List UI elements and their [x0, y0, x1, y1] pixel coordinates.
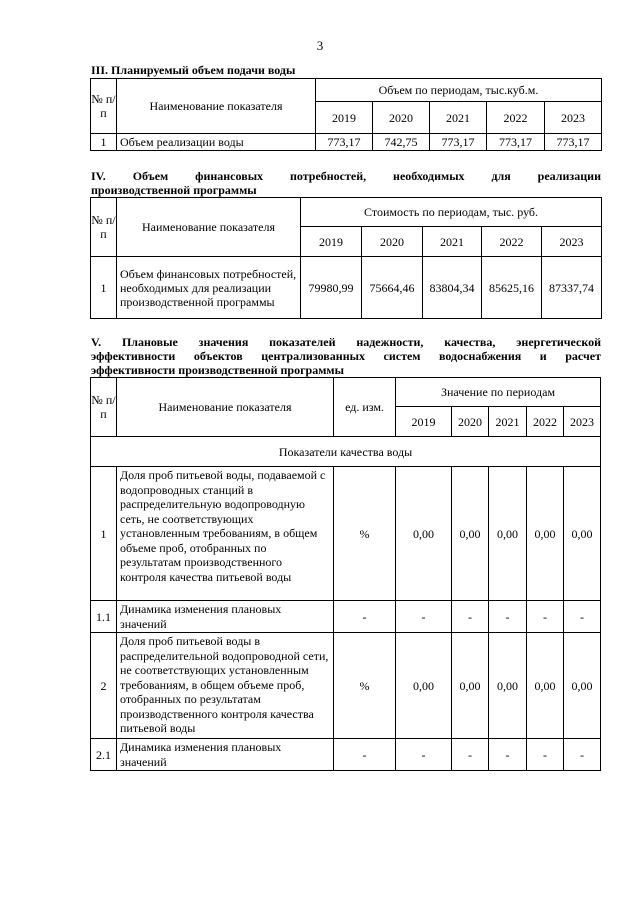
col-number-header: № п/п: [91, 378, 117, 437]
heading-line: эффективности объектов централизованных систем водоснабжения и расчет: [91, 349, 601, 363]
row-name: Доля проб питьевой воды, подаваемой с водопроводных станций в распределительную водопроводную сеть, не соответствующих установленным требованиям, в общем объеме проб, отобранных по результатам производственного контроля качества питьевой воды: [117, 467, 334, 601]
row-value: -: [527, 601, 564, 633]
year-header: 2020: [373, 102, 430, 134]
heading-line: V. Плановые значения показателей надежности, качества, энергетической: [91, 335, 601, 349]
row-name: Динамика изменения плановых значений: [117, 601, 334, 633]
heading-line: эффективности производственной программы: [91, 363, 344, 377]
row-number: 2: [91, 633, 117, 739]
subheader-quality: Показатели качества воды: [91, 437, 601, 467]
row-value: 773,17: [430, 134, 487, 151]
row-value: 0,00: [527, 633, 564, 739]
col-number-header: № п/п: [91, 79, 117, 134]
table-row: [91, 601, 601, 633]
row-number: 2.1: [91, 739, 117, 771]
row-value: -: [564, 601, 601, 633]
section-3-table: [90, 78, 602, 151]
row-name: Динамика изменения плановых значений: [117, 739, 334, 771]
section-3-heading: III. Планируемый объем подачи воды: [91, 63, 296, 77]
year-header: 2019: [301, 227, 362, 257]
row-value: -: [396, 601, 452, 633]
year-header: 2023: [564, 407, 601, 437]
row-value: 0,00: [396, 467, 452, 601]
row-value: 0,00: [452, 467, 489, 601]
row-number: 1: [91, 134, 117, 151]
row-value: 0,00: [452, 633, 489, 739]
year-header: 2022: [527, 407, 564, 437]
col-number-header: № п/п: [91, 198, 117, 257]
year-header: 2022: [487, 102, 545, 134]
row-unit: %: [334, 633, 396, 739]
row-value: 83804,34: [423, 257, 482, 319]
table-row: [91, 467, 601, 601]
row-value: -: [564, 739, 601, 771]
table-row: [91, 257, 602, 319]
row-value: 0,00: [564, 633, 601, 739]
row-number: 1: [91, 257, 117, 319]
page-number: 3: [316, 38, 324, 53]
year-header: 2023: [545, 102, 602, 134]
row-value: -: [527, 739, 564, 771]
row-name: Объем реализации воды: [117, 134, 316, 151]
row-value: -: [489, 601, 527, 633]
col-unit-header: ед. изм.: [334, 378, 396, 437]
section-4-heading: [91, 169, 601, 197]
col-group-header: Значение по периодам: [396, 378, 601, 407]
year-header: 2022: [482, 227, 542, 257]
col-name-header: Наименование показателя: [117, 378, 334, 437]
row-value: 773,17: [545, 134, 602, 151]
row-value: 0,00: [527, 467, 564, 601]
table-row: [91, 134, 602, 151]
row-value: 87337,74: [542, 257, 602, 319]
table-row: [91, 633, 601, 739]
row-unit: %: [334, 467, 396, 601]
row-unit: -: [334, 739, 396, 771]
col-group-header: Объем по периодам, тыс.куб.м.: [316, 79, 602, 102]
section-5-heading: [91, 335, 601, 377]
row-unit: -: [334, 601, 396, 633]
row-value: -: [489, 739, 527, 771]
year-header: 2019: [396, 407, 452, 437]
row-value: 773,17: [316, 134, 373, 151]
section-4-table: [90, 197, 602, 319]
row-value: 75664,46: [362, 257, 423, 319]
year-header: 2020: [452, 407, 489, 437]
row-value: 0,00: [396, 633, 452, 739]
section-5-table: [90, 377, 601, 771]
row-number: 1: [91, 467, 117, 601]
row-value: 773,17: [487, 134, 545, 151]
row-value: 0,00: [489, 633, 527, 739]
row-value: 742,75: [373, 134, 430, 151]
row-number: 1.1: [91, 601, 117, 633]
row-value: 0,00: [489, 467, 527, 601]
year-header: 2020: [362, 227, 423, 257]
row-value: -: [396, 739, 452, 771]
col-name-header: Наименование показателя: [117, 198, 301, 257]
heading-line: IV. Объем финансовых потребностей, необходимых для реализации: [91, 169, 601, 183]
year-header: 2021: [430, 102, 487, 134]
year-header: 2023: [542, 227, 602, 257]
year-header: 2021: [489, 407, 527, 437]
table-row: [91, 739, 601, 771]
row-value: -: [452, 739, 489, 771]
row-name: Доля проб питьевой воды в распределительной водопроводной сети, не соответствующих установленным требованиям, в общем объеме проб, отобранных по результатам производственного контроля качества питьевой воды: [117, 633, 334, 739]
col-name-header: Наименование показателя: [117, 79, 316, 134]
heading-line: производственной программы: [91, 183, 257, 197]
row-value: 0,00: [564, 467, 601, 601]
row-value: -: [452, 601, 489, 633]
row-name: Объем финансовых потребностей, необходимых для реализации производственной программы: [117, 257, 301, 319]
col-group-header: Стоимость по периодам, тыс. руб.: [301, 198, 602, 227]
year-header: 2021: [423, 227, 482, 257]
year-header: 2019: [316, 102, 373, 134]
row-value: 85625,16: [482, 257, 542, 319]
row-value: 79980,99: [301, 257, 362, 319]
